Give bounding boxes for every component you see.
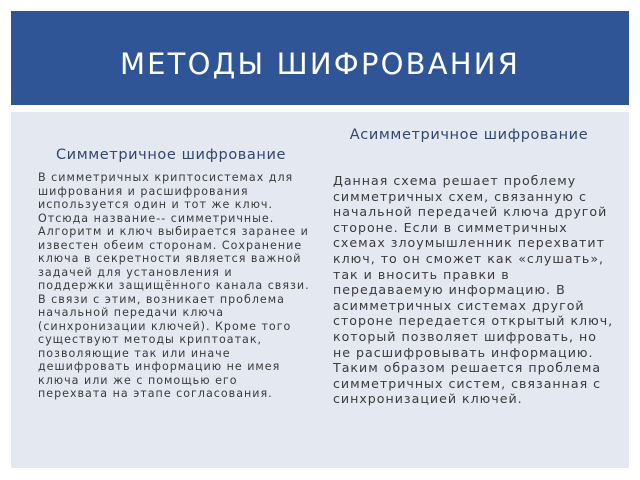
left-column-body: В симметричных криптосистемах для шифрования и расшифрования используется один и тот же ключ. Отсюда название-- симметричные. Алгоритм и ключ выбирается заранее и известен обеим сторонам. Сохранение ключа в секретности является важной задачей для установления и поддержки защищённого канала связи. В связи с этим, возникает проблема начальной передачи ключа (синхронизации ключей). Кроме того существуют методы криптоатак, позволяющие так или иначе дешифровать информацию не имея ключа или же с помощью его перехвата на этапе согласования. — [38, 171, 310, 400]
right-column-body: Данная схема решает проблему симметричных схем, связанную с начальной передачей ключа другой стороне. Если в симметричных схемах злоумышленник перехватит ключ, то он сможет как «слушать», так и вносить правки в передаваемую информацию. В асимметричных системах другой стороне передается открытый ключ, который позволяет шифровать, но не расшифровывать информацию. Таким образом решается проблема симметричных систем, связанная с синхронизацией ключей. — [333, 173, 614, 407]
left-column-heading: Симметричное шифрование — [55, 147, 287, 163]
content-panel — [11, 112, 629, 468]
title-bar — [11, 11, 629, 105]
slide-title: МЕТОДЫ ШИФРОВАНИЯ — [119, 47, 521, 81]
right-column-heading: Асимметричное шифрование — [349, 127, 589, 143]
